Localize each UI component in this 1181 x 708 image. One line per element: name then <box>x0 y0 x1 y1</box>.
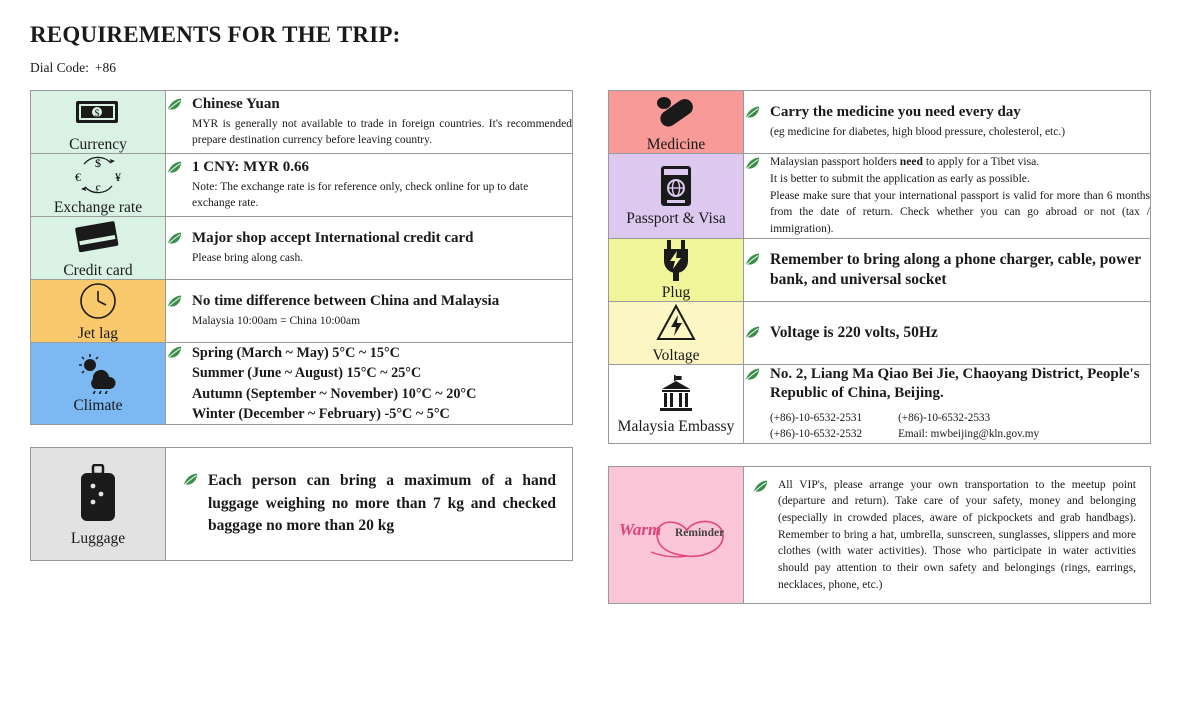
medicine-sub: (eg medicine for diabetes, high blood pressure, cholesterol, etc.) <box>770 126 1066 139</box>
embassy-phone-2: (+86)-10-6532-2532 <box>770 428 863 441</box>
plug-label: Plug <box>661 283 691 301</box>
passport-icon <box>609 165 743 207</box>
warm-reminder-table <box>608 466 1151 605</box>
warm-text-cell <box>744 466 1151 604</box>
content-columns <box>30 90 1151 604</box>
climate-icon-cell <box>31 343 166 425</box>
page-title: REQUIREMENTS FOR THE TRIP: <box>30 22 401 47</box>
voltage-text-cell <box>744 301 1151 364</box>
medicine-icon <box>609 91 743 133</box>
plug-icon <box>609 239 743 281</box>
jetlag-sub: Malaysia 10:00am = China 10:00am <box>192 315 361 328</box>
leaf-icon <box>744 105 761 120</box>
weather-icon <box>31 352 165 394</box>
credit-text-cell <box>166 217 573 280</box>
warm-icon-cell <box>609 466 744 604</box>
luggage-icon-cell <box>31 447 166 560</box>
left-main-table <box>30 90 573 425</box>
embassy-contacts-left <box>770 410 862 442</box>
leaf-icon <box>166 231 183 246</box>
passport-line-1: Malaysian passport holders need to apply for a Tibet visa. <box>770 155 1040 169</box>
exchange-text-cell <box>166 154 573 217</box>
table-row <box>609 238 1151 301</box>
voltage-icon <box>609 302 743 344</box>
embassy-address: No. 2, Liang Ma Qiao Bei Jie, Chaoyang District, People's Republic of China, Beijing. <box>770 365 1140 401</box>
jetlag-icon-cell <box>31 280 166 343</box>
table-row <box>31 280 573 343</box>
plug-headline: Remember to bring along a phone charger, cable, power bank, and universal socket <box>770 250 1141 288</box>
climate-label: Climate <box>73 397 123 415</box>
table-row <box>31 91 573 154</box>
luggage-text-cell <box>166 447 573 560</box>
exchange-sub: Note: The exchange rate is for reference only, check online for up to date exchange rate. <box>192 181 529 210</box>
leaf-icon <box>752 479 769 494</box>
embassy-icon-cell <box>609 364 744 443</box>
climate-line-winter: Winter (December ~ February) -5°C ~ 5°C <box>192 405 450 422</box>
voltage-label: Voltage <box>652 346 700 364</box>
right-main-table <box>608 90 1151 444</box>
embassy-label: Malaysia Embassy <box>617 417 735 435</box>
money-icon <box>31 91 165 133</box>
climate-line-spring: Spring (March ~ May) 5°C ~ 15°C <box>192 345 400 362</box>
climate-line-summer: Summer (June ~ August) 15°C ~ 25°C <box>192 365 422 382</box>
credit-headline: Major shop accept International credit card <box>192 230 474 247</box>
table-row <box>31 154 573 217</box>
embassy-phone-1: (+86)-10-6532-2531 <box>770 412 863 425</box>
table-row <box>31 447 573 560</box>
jetlag-text-cell <box>166 280 573 343</box>
jetlag-headline: No time difference between China and Malaysia <box>192 293 500 310</box>
warm-text: All VIP's, please arrange your own transportation to the meetup point (departure and return). Take care of your safety, money and belonging (especially in crowded places, aware of pickpockets and grab handbags). Remember to bring a hat, umbrella, sunscreen, sunglasses, slippers and more clothes (with water activities). Those who participate in water activities should pay attention to their own safety and belongings (rings, earrings, necklaces, phone, etc.) <box>778 478 1136 591</box>
luggage-text: Each person can bring a maximum of a hand luggage weighing no more than 7 kg and checked baggage no more than 20 kg <box>208 472 556 535</box>
medicine-icon-cell <box>609 91 744 154</box>
medicine-text-cell <box>744 91 1151 154</box>
leaf-icon <box>166 294 183 309</box>
right-column <box>608 90 1151 604</box>
passport-line-3: Please make sure that your international passport is valid for more than 6 months from the date of return. Check whether you can go abroad or not (tax / immigration). <box>770 189 1150 235</box>
leaf-icon <box>166 345 183 360</box>
table-row <box>31 343 573 425</box>
credit-icon-cell <box>31 217 166 280</box>
leaf-icon <box>182 472 199 487</box>
passport-line-2: It is better to submit the application as early as possible. <box>770 171 1030 185</box>
table-row <box>609 154 1151 239</box>
table-row <box>609 364 1151 443</box>
leaf-icon <box>744 325 761 340</box>
currency-headline: Chinese Yuan <box>192 96 280 113</box>
currency-label: Currency <box>69 136 127 153</box>
passport-text-cell <box>744 154 1151 239</box>
embassy-text-cell <box>744 364 1151 443</box>
table-row <box>609 466 1151 604</box>
currency-sub: MYR is generally not available to trade in foreign countries. It's recommended prepare destination currency before leaving country. <box>192 118 572 147</box>
credit-label: Credit card <box>63 262 133 280</box>
table-row <box>609 301 1151 364</box>
credit-sub: Please bring along cash. <box>192 252 304 265</box>
leaf-icon <box>744 367 761 382</box>
embassy-email[interactable]: Email: mwbeijing@kln.gov.my <box>898 428 1040 441</box>
svg-text:$: $ <box>94 108 100 120</box>
exchange-icon-cell <box>31 154 166 217</box>
plug-text-cell <box>744 238 1151 301</box>
left-column <box>30 90 573 561</box>
embassy-icon <box>609 373 743 415</box>
passport-icon-cell <box>609 154 744 239</box>
svg-text:£: £ <box>95 182 101 197</box>
credit-card-icon <box>31 217 165 259</box>
luggage-icon <box>31 461 165 527</box>
plug-icon-cell <box>609 238 744 301</box>
passport-label: Passport & Visa <box>626 209 726 227</box>
warm-label-2: Reminder <box>675 526 725 539</box>
dial-code-value: +86 <box>94 60 116 75</box>
clock-icon <box>31 280 165 322</box>
leaf-icon <box>744 156 761 171</box>
svg-text:$: $ <box>95 156 101 171</box>
table-row <box>31 217 573 280</box>
luggage-label: Luggage <box>70 529 126 547</box>
svg-text:€: € <box>75 170 81 185</box>
medicine-headline: Carry the medicine you need every day <box>770 104 1021 120</box>
voltage-headline: Voltage is 220 volts, 50Hz <box>770 323 938 341</box>
svg-text:¥: ¥ <box>115 170 121 185</box>
currency-text-cell <box>166 91 573 154</box>
exchange-headline: 1 CNY: MYR 0.66 <box>192 159 309 176</box>
exchange-label: Exchange rate <box>53 199 143 217</box>
leaf-icon <box>166 160 183 175</box>
luggage-table <box>30 447 573 561</box>
medicine-label: Medicine <box>646 136 706 153</box>
leaf-icon <box>166 97 183 112</box>
embassy-contacts-right <box>898 410 1039 442</box>
jetlag-label: Jet lag <box>77 325 119 343</box>
warm-reminder-icon <box>617 504 735 566</box>
voltage-icon-cell <box>609 301 744 364</box>
climate-text-cell <box>166 343 573 425</box>
table-row <box>609 91 1151 154</box>
dial-code-label: Dial Code: <box>30 60 89 75</box>
embassy-phone-3: (+86)-10-6532-2533 <box>898 412 991 425</box>
exchange-rate-icon <box>31 154 165 196</box>
dial-code <box>30 60 1151 76</box>
currency-icon-cell <box>31 91 166 154</box>
leaf-icon <box>744 252 761 267</box>
warm-label-1: Warm <box>619 519 662 539</box>
climate-line-autumn: Autumn (September ~ November) 10°C ~ 20°C <box>192 385 477 402</box>
